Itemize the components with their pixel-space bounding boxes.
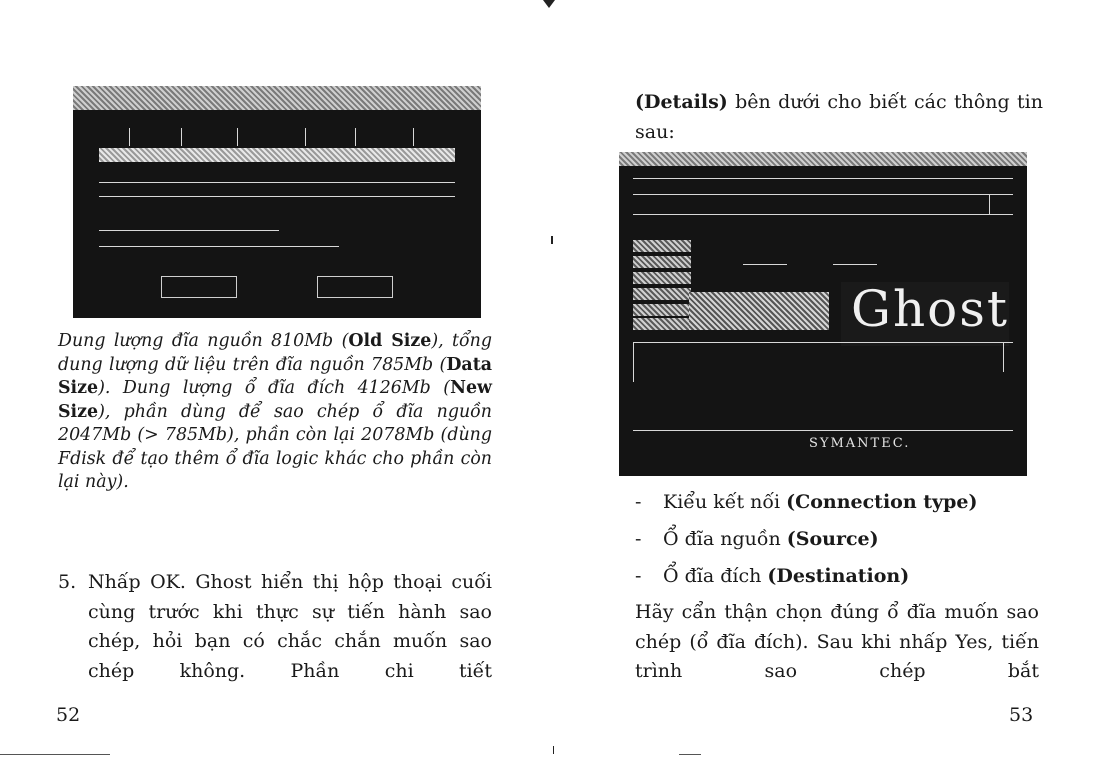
list-item-text: Kiểu kết nối (663, 491, 787, 513)
spine-tick (553, 746, 554, 754)
closing-paragraph: Hãy cẩn thận chọn đúng ổ đĩa muốn sao chép (ổ đĩa đích). Sau khi nhấp Yes, tiến trình sao chép bắt (635, 601, 1039, 682)
list-item-text: Ổ đĩa đích (663, 565, 768, 587)
list-item-term: (Source) (786, 528, 879, 550)
ghost-confirm-screenshot (619, 152, 1027, 476)
old-size-term: Old Size (348, 331, 432, 351)
list-item-text: Ổ đĩa nguồn (663, 528, 787, 550)
right-page (549, 0, 1098, 757)
list-item (635, 558, 1055, 595)
intro-text: bên dưới cho biết các thông tin sau: (635, 91, 1043, 143)
caption-text: Dung lượng đĩa nguồn 810Mb ( (58, 331, 349, 351)
symantec-brand: SYMANTEC. (809, 436, 911, 451)
intro-paragraph (635, 88, 1043, 147)
footer-rule-right (679, 754, 701, 755)
page-number-right: 53 (1009, 704, 1034, 726)
table-header-row (99, 148, 455, 162)
caption-text: ), tổng dung lượng dữ liệu trên đĩa nguồn 785Mb ( (58, 331, 492, 375)
ghost-titlebar (619, 152, 1027, 166)
list-item (635, 484, 1055, 521)
details-term: (Details) (635, 91, 728, 113)
caption-text: ). Dung lượng ổ đĩa đích 4126Mb ( (98, 378, 451, 398)
caption-text: ), phần dùng để sao chép ổ đĩa nguồn 2047Mb (> 785Mb), phần còn lại 2078Mb (dùng Fdisk để tạo thêm ổ đĩa logic khác cho phần còn lại này). (58, 401, 492, 492)
new-size-term: New Size (58, 378, 492, 422)
details-panel (689, 292, 829, 330)
page-number-left: 52 (56, 704, 81, 726)
list-item-term: (Connection type) (786, 491, 978, 513)
partition-dialog-screenshot (73, 86, 481, 318)
list-item-term: (Destination) (767, 565, 910, 587)
ghost-logo: Ghost (851, 280, 1009, 338)
figure-caption (58, 330, 492, 495)
cancel-button[interactable] (317, 276, 393, 298)
data-size-term: Data Size (58, 354, 492, 398)
dialog-titlebar (73, 86, 481, 110)
step-5 (58, 568, 492, 686)
step-text: Nhấp OK. Ghost hiển thị hộp thoại cuối cùng trước khi thực sự tiến hành sao chép, hỏi bạn có chắc chắn muốn sao chép không. Phần chi tiết (88, 571, 492, 682)
details-list (635, 484, 1055, 595)
ok-button[interactable] (161, 276, 237, 298)
list-item (635, 521, 1055, 558)
step-number: 5. (58, 571, 77, 593)
footer-rule-left (0, 754, 110, 755)
